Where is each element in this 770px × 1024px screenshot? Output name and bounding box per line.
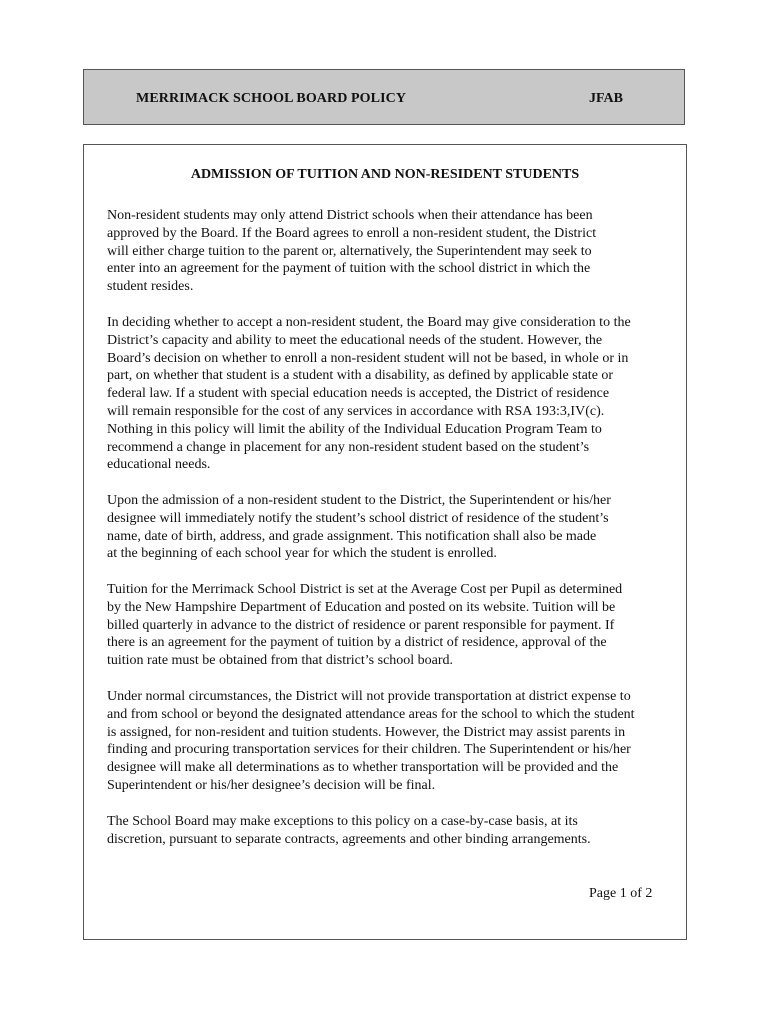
text-line: District’s capacity and ability to meet the educational needs of the student. However, the: [107, 332, 603, 348]
paragraph-exceptions: [107, 813, 591, 849]
document-title: ADMISSION OF TUITION AND NON-RESIDENT STUDENTS: [190, 167, 580, 182]
text-line: discretion, pursuant to separate contracts, agreements and other binding arrangements.: [107, 831, 591, 847]
text-line: enter into an agreement for the payment of tuition with the school district in which the: [107, 261, 591, 277]
policy-code: JFAB: [589, 91, 623, 106]
text-line: will either charge tuition to the parent or, alternatively, the Superintendent may seek to: [107, 243, 592, 259]
text-line: The School Board may make exceptions to this policy on a case-by-case basis, at its: [107, 814, 578, 829]
text-line: is assigned, for non-resident and tuition students. However, the District may assist parents in: [107, 724, 626, 740]
paragraph-tuition: [107, 581, 622, 670]
text-line: recommend a change in placement for any non-resident student based on the student’s: [107, 439, 590, 455]
text-line: by the New Hampshire Department of Education and posted on its website. Tuition will be: [107, 599, 616, 615]
paragraph-transportation: [107, 688, 635, 795]
text-line: part, on whether that student is a student with a disability, as defined by applicable state or: [107, 368, 614, 384]
text-line: federal law. If a student with special education needs is accepted, the District of residence: [107, 386, 610, 402]
text-line: approved by the Board. If the Board agrees to enroll a non-resident student, the District: [107, 225, 597, 241]
text-line: In deciding whether to accept a non-resident student, the Board may give consideration to the: [107, 315, 631, 330]
text-line: finding and procuring transportation services for their children. The Superintendent or his/her: [107, 742, 631, 758]
text-line: will remain responsible for the cost of any services in accordance with RSA 193:3,IV(c).: [107, 403, 605, 419]
policy-header: [83, 69, 685, 125]
text-line: Upon the admission of a non-resident student to the District, the Superintendent or his/her: [107, 493, 611, 508]
text-line: student resides.: [107, 279, 194, 295]
text-line: billed quarterly in advance to the district of residence or parent responsible for payment. If: [107, 617, 615, 633]
text-line: Nothing in this policy will limit the ability of the Individual Education Program Team to: [107, 421, 602, 437]
text-line: and from school or beyond the designated attendance areas for the school to which the student: [107, 706, 635, 722]
policy-body: [83, 144, 687, 940]
text-line: designee will make all determinations as to whether transportation will be provided and the: [107, 760, 619, 776]
page-number: Page 1 of 2: [589, 886, 653, 901]
text-line: Under normal circumstances, the District will not provide transportation at district expense to: [107, 689, 631, 704]
text-line: Non-resident students may only attend District schools when their attendance has been: [107, 208, 593, 223]
text-line: there is an agreement for the payment of tuition by a district of residence, approval of the: [107, 635, 607, 651]
text-line: Board’s decision on whether to enroll a non-resident student will not be based, in whole or in: [107, 350, 629, 366]
text-line: educational needs.: [107, 457, 211, 473]
text-line: designee will immediately notify the student’s school district of residence of the student’s: [107, 510, 609, 526]
text-line: at the beginning of each school year for which the student is enrolled.: [107, 546, 497, 562]
paragraph-notification: [107, 492, 611, 563]
paragraph-non-resident-attendance: [107, 207, 596, 296]
policy-header-title: MERRIMACK SCHOOL BOARD POLICY: [136, 91, 407, 106]
paragraph-acceptance-criteria: [107, 314, 631, 474]
text-line: name, date of birth, address, and grade assignment. This notification shall also be made: [107, 528, 597, 544]
text-line: Tuition for the Merrimack School District is set at the Average Cost per Pupil as determined: [107, 582, 623, 597]
text-line: Superintendent or his/her designee’s decision will be final.: [107, 777, 436, 793]
text-line: tuition rate must be obtained from that district’s school board.: [107, 653, 454, 669]
